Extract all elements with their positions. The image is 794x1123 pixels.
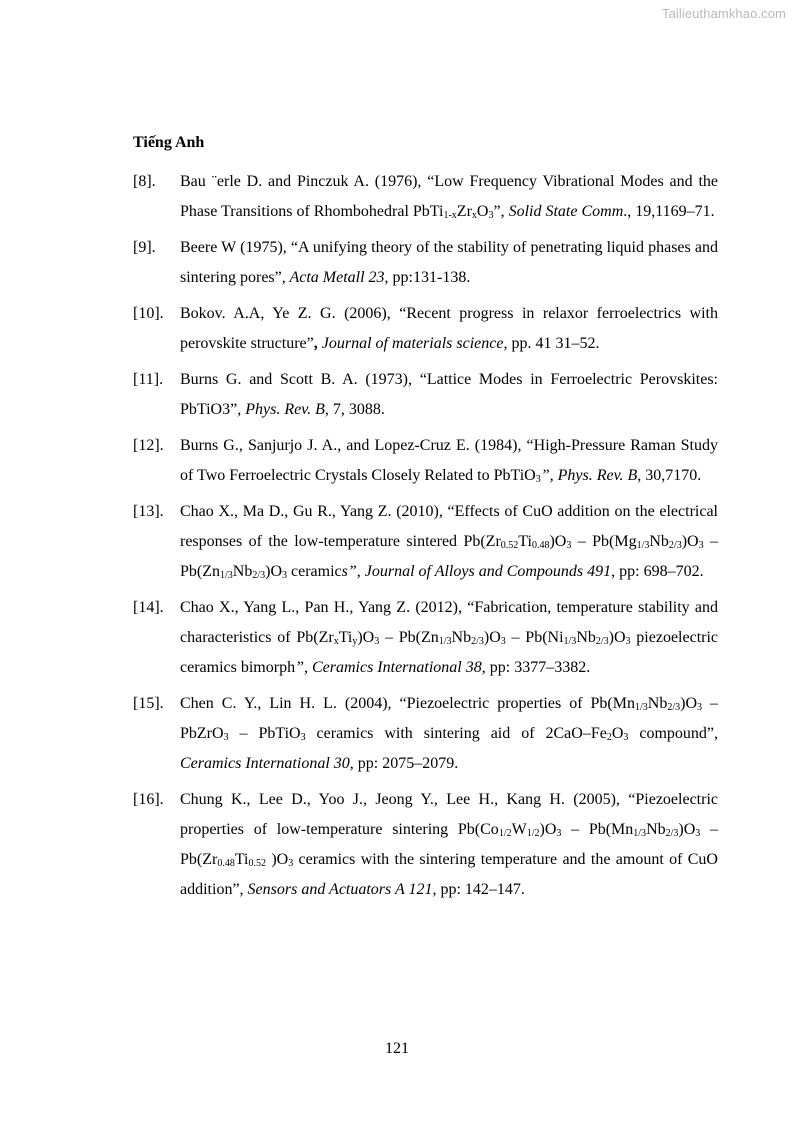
reference-segment: 2/3 <box>665 828 679 839</box>
reference-segment: 1/3 <box>220 570 233 581</box>
reference-segment: Solid State Comm <box>508 203 624 220</box>
reference-segment: Beere W (1975), “A unifying theory of the stability of penetrating liquid phases and sintering pores” <box>180 239 718 286</box>
reference-item <box>133 497 718 587</box>
reference-text <box>180 689 718 779</box>
reference-segment: , pp: 2075–2079. <box>349 755 459 772</box>
reference-segment: 0.48 <box>531 540 550 551</box>
reference-segment: ceramics with sintering aid of 2CaO–Fe <box>305 725 607 742</box>
reference-segment: 1/2 <box>498 828 512 839</box>
reference-segment: , pp: 142–147. <box>432 881 525 898</box>
reference-text <box>180 167 718 227</box>
reference-segment: )O <box>483 629 501 646</box>
reference-segment: 3 <box>623 732 629 743</box>
reference-segment: Burns G., Sanjurjo J. A., and Lopez-Cruz E. (1984), “High-Pressure Raman Study of Two Ferroelectric Crystals Closely Related to PbTiO <box>180 437 718 484</box>
reference-segment: O <box>611 725 624 742</box>
reference-segment: 2 <box>606 732 612 743</box>
reference-segment: 2/3 <box>668 540 682 551</box>
reference-text <box>180 593 718 683</box>
reference-segment: 3 <box>625 636 631 647</box>
reference-segment: 3 <box>223 732 229 743</box>
reference-segment: Nb <box>451 629 472 646</box>
reference-segment: 0.52 <box>248 858 266 869</box>
reference-number: [12]. <box>133 437 164 454</box>
section-title: Tiếng Anh <box>133 134 205 151</box>
reference-segment: W <box>511 821 527 838</box>
reference-segment: 3 <box>374 636 380 647</box>
reference-item <box>133 593 718 683</box>
reference-segment: 1/3 <box>438 636 452 647</box>
page-number: 121 <box>385 1040 409 1057</box>
reference-segment: 3 <box>695 828 701 839</box>
reference-segment: 2/3 <box>667 702 681 713</box>
reference-segment: , <box>313 335 318 352</box>
reference-segment: – Pb(Mn <box>561 821 634 838</box>
reference-segment: , pp:131-138. <box>384 269 471 286</box>
reference-segment: Nb <box>576 629 596 646</box>
reference-segment: Nb <box>646 821 666 838</box>
reference-segment: 0.48 <box>217 858 235 869</box>
reference-number: [10]. <box>133 305 164 322</box>
reference-segment: , pp: 3377–3382. <box>481 659 591 676</box>
reference-segment: Zr <box>456 203 472 220</box>
reference-segment: 1/3 <box>563 636 577 647</box>
reference-segment: Ceramics International 30 <box>180 755 350 772</box>
reference-text <box>180 233 718 293</box>
reference-item <box>133 431 718 491</box>
reference-segment: 3 <box>698 540 704 551</box>
reference-segment: O <box>476 203 489 220</box>
reference-segment: , Phys. Rev. B <box>237 401 325 418</box>
reference-segment: x <box>471 210 477 221</box>
reference-segment: , pp. 41 31–52. <box>503 335 600 352</box>
reference-segment: )O <box>678 821 696 838</box>
reference-segment: 3 <box>535 474 541 485</box>
reference-segment: Ti <box>234 851 249 868</box>
reference-segment: 2/3 <box>252 570 266 581</box>
reference-segment: , pp: 698–702. <box>611 563 704 580</box>
reference-segment: – Pb(Mg <box>571 533 637 550</box>
reference-segment: – PbZrO <box>180 695 718 742</box>
reference-segment: ceramics with the sintering temperature and the amount of CuO addition” <box>180 851 718 898</box>
reference-number: [16]. <box>133 791 164 808</box>
reference-item <box>133 167 718 227</box>
reference-segment: Chung K., Lee D., Yoo J., Jeong Y., Lee H., Kang H. (2005), “Piezoelectric properties of low-temperature sintering Pb(Co <box>180 791 718 838</box>
reference-number: [8]. <box>133 173 156 190</box>
reference-segment: Nb <box>649 533 669 550</box>
reference-segment: , 7, 3088. <box>324 401 385 418</box>
reference-segment: , 30,7170. <box>637 467 702 484</box>
reference-segment: , Sensors and Actuators A 121 <box>239 881 433 898</box>
reference-segment: ., 19,1169–71. <box>623 203 715 220</box>
reference-text <box>180 431 718 491</box>
reference-segment: Chen C. Y., Lin H. L. (2004), “Piezoelectric properties of Pb(Mn <box>180 695 635 712</box>
reference-segment: )O <box>357 629 375 646</box>
reference-segment: compound”, <box>628 725 718 742</box>
reference-segment: 3 <box>288 858 294 869</box>
reference-segment: 1/3 <box>634 702 648 713</box>
reference-segment: piezoelectric ceramics bimorph <box>180 629 719 676</box>
reference-segment: 2/3 <box>471 636 484 647</box>
reference-segment: )O <box>680 695 697 712</box>
reference-segment: 0.52 <box>500 540 519 551</box>
reference-segment: – Pb(Ni <box>505 629 564 646</box>
reference-segment: 3 <box>500 636 506 647</box>
reference-segment: 2/3 <box>595 636 609 647</box>
reference-segment: 3 <box>697 702 702 713</box>
reference-segment: Chao X., Yang L., Pan H., Yang Z. (2012), “Fabrication, temperature stability and characteristics of Pb(Zr <box>180 599 718 646</box>
reference-item <box>133 299 718 359</box>
reference-segment: x <box>333 636 339 647</box>
reference-segment: )O <box>549 533 567 550</box>
reference-segment: )O <box>608 629 626 646</box>
reference-segment: 3 <box>282 570 288 581</box>
reference-segment: 1-x <box>443 210 457 221</box>
reference-item <box>133 233 718 293</box>
reference-segment: s”, Journal of Alloys and Compounds 491 <box>341 563 612 580</box>
reference-number: [14]. <box>133 599 164 616</box>
reference-item <box>133 365 718 425</box>
reference-segment: , Acta Metall 23 <box>281 269 385 286</box>
reference-number: [13]. <box>133 503 164 520</box>
reference-segment: )O <box>265 563 283 580</box>
reference-segment: 1/2 <box>526 828 540 839</box>
reference-text <box>180 497 718 587</box>
reference-segment: )O <box>681 533 699 550</box>
watermark-text: Tailieuthamkhao.com <box>661 6 786 21</box>
reference-item <box>133 689 718 779</box>
reference-segment: – Pb(Zr <box>180 821 719 868</box>
reference-segment: y <box>352 636 358 647</box>
reference-segment: 3 <box>556 828 562 839</box>
reference-segment: Nb <box>232 563 253 580</box>
reference-item <box>133 785 718 905</box>
reference-segment: – PbTiO <box>228 725 301 742</box>
reference-segment: ”, <box>493 203 509 220</box>
reference-text <box>180 299 718 359</box>
reference-list <box>133 167 718 911</box>
reference-segment: 3 <box>300 732 306 743</box>
reference-segment: Bokov. A.A, Ye Z. G. (2006), “Recent progress in relaxor ferroelectrics with perovskite structure” <box>180 305 718 352</box>
reference-segment: )O <box>539 821 557 838</box>
reference-segment: Nb <box>647 695 668 712</box>
reference-segment: 3 <box>566 540 572 551</box>
reference-text <box>180 785 718 905</box>
reference-segment: Ti <box>518 533 532 550</box>
reference-segment: 3 <box>488 210 494 221</box>
reference-segment: ”, Phys. Rev. B <box>540 467 638 484</box>
reference-segment: 1/3 <box>636 540 650 551</box>
reference-segment: ceramic <box>287 563 342 580</box>
reference-segment: – Pb(Zn <box>180 533 718 580</box>
reference-segment: 1/3 <box>633 828 647 839</box>
reference-number: [9]. <box>133 239 156 256</box>
reference-segment: )O <box>265 851 289 868</box>
reference-segment: – Pb(Zn <box>379 629 439 646</box>
reference-segment: Ti <box>338 629 353 646</box>
reference-segment: ”, Ceramics International 38 <box>295 659 482 676</box>
reference-segment: Journal of materials science <box>321 335 504 352</box>
reference-segment: Bau ¨erle D. and Pinczuk A. (1976), “Low Frequency Vibrational Modes and the Phase Transitions of Rhombohedral PbTi <box>180 173 718 220</box>
reference-number: [11]. <box>133 371 164 388</box>
reference-segment: Chao X., Ma D., Gu R., Yang Z. (2010), “Effects of CuO addition on the electrical responses of the low-temperature sintered Pb(Zr <box>180 503 718 550</box>
reference-text <box>180 365 718 425</box>
reference-segment: Burns G. and Scott B. A. (1973), “Lattice Modes in Ferroelectric Perovskites: PbTiO3” <box>180 371 718 418</box>
reference-number: [15]. <box>133 695 164 712</box>
